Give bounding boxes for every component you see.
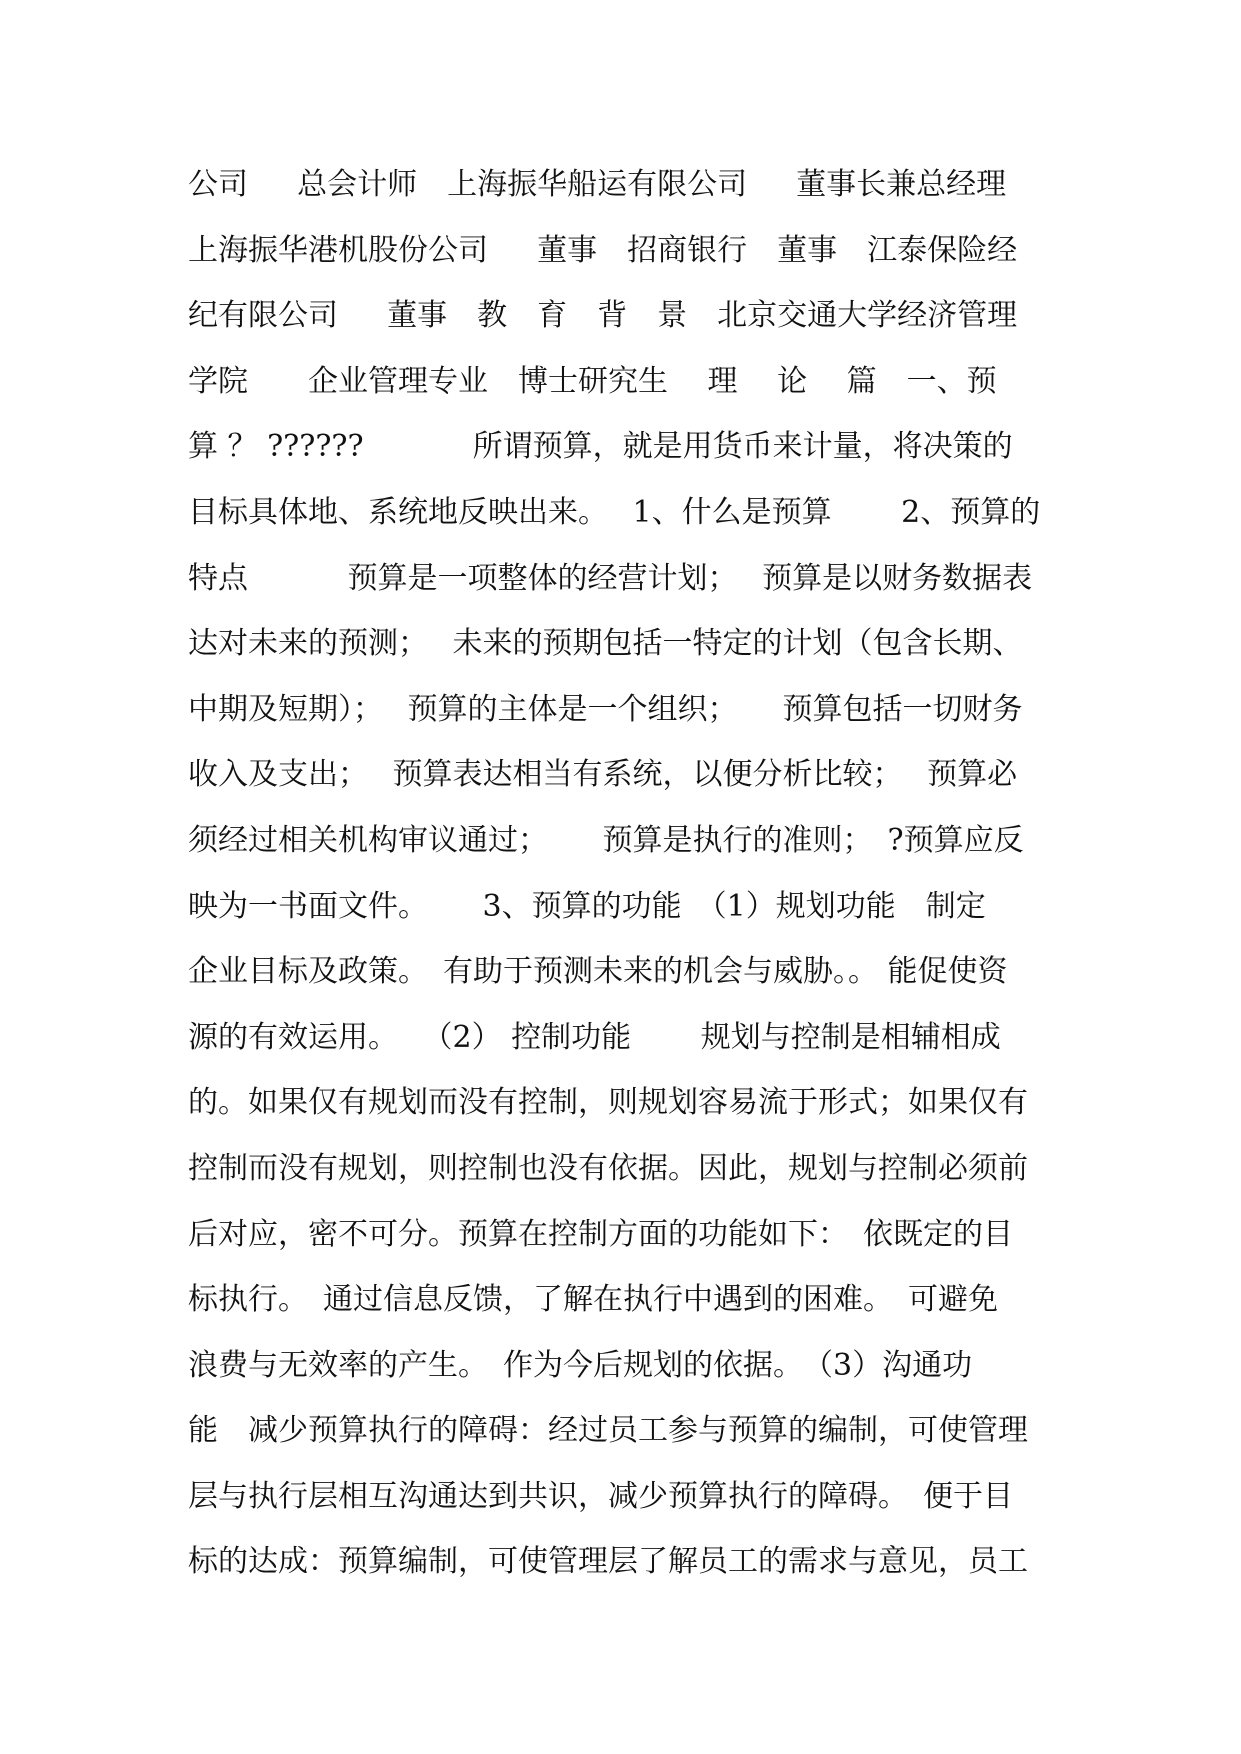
text-line: 能 减少预算执行的障碍：经过员工参与预算的编制，可使管理 (188, 1413, 1028, 1449)
text-line: 须经过相关机构审议通过； 预算是执行的准则； ?预算应反 (188, 822, 1024, 858)
text-line: 层与执行层相互沟通达到共识，减少预算执行的障碍。 便于目 (188, 1478, 1013, 1514)
body-text (188, 152, 1068, 1595)
text-line: 纪有限公司 董事 教 育 背 景 北京交通大学经济管理 (188, 298, 1018, 334)
text-line: 收入及支出； 预算表达相当有系统，以便分析比较； 预算必 (188, 757, 1018, 793)
text-line: 目标具体地、系统地反映出来。 1、什么是预算 2、预算的 (188, 494, 1041, 530)
text-line: 的。如果仅有规划而没有控制，则规划容易流于形式；如果仅有 (188, 1085, 1028, 1121)
text-line: 标执行。 通过信息反馈，了解在执行中遇到的困难。 可避免 (188, 1282, 998, 1318)
text-line: 后对应，密不可分。预算在控制方面的功能如下： 依既定的目 (188, 1216, 1013, 1252)
text-line: 标的达成：预算编制，可使管理层了解员工的需求与意见，员工 (188, 1544, 1028, 1580)
text-line: 浪费与无效率的产生。 作为今后规划的依据。 （3）沟通功 (188, 1347, 973, 1383)
text-line: 中期及短期）； 预算的主体是一个组织； 预算包括一切财务 (188, 691, 1023, 727)
text-line: 特点 预算是一项整体的经营计划； 预算是以财务数据表 (188, 560, 1033, 596)
text-line: 公司 总会计师 上海振华船运有限公司 董事长兼总经理 (188, 167, 1007, 202)
text-line: 映为一书面文件。 3、预算的功能 （1）规划功能 制定 (188, 888, 986, 924)
text-line: 源的有效运用。 （2） 控制功能 规划与控制是相辅相成 (188, 1019, 1001, 1055)
text-line: 控制而没有规划，则控制也没有依据。因此，规划与控制必须前 (188, 1150, 1028, 1186)
text-line: 企业目标及政策。 有助于预测未来的机会与威胁。。 能促使资 (188, 954, 1008, 990)
text-line: 上海振华港机股份公司 董事 招商银行 董事 江泰保险经 (188, 232, 1018, 268)
text-line: 达对未来的预测； 未来的预期包括一特定的计划（包含长期、 (188, 626, 1023, 662)
text-line: 算 ？ ?????? 所谓预算，就是用货币来计量，将决策的 (188, 429, 1013, 465)
text-line: 学院 企业管理专业 博士研究生 理 论 篇 一、预 (188, 363, 997, 399)
